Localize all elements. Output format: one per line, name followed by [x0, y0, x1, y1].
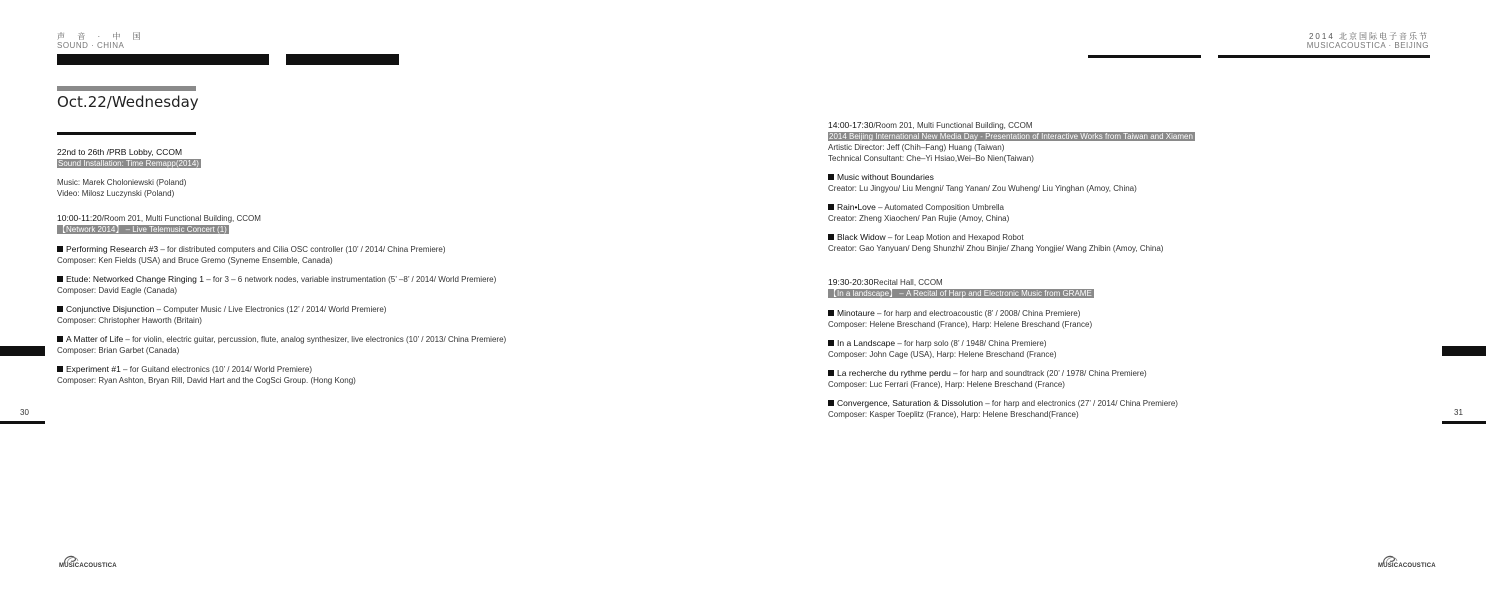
header-bar-left-2: [286, 54, 399, 65]
piece-name: Minotaure: [837, 308, 875, 318]
header-bar-right-1: [1088, 55, 1201, 58]
event1-director: Artistic Director: Jeff (Chih–Fang) Huang (Taiwan): [828, 143, 1005, 152]
event2-title-block: [828, 289, 1094, 298]
work-name: Rain•Love: [837, 202, 876, 212]
page-number-left: 30: [20, 408, 29, 417]
list-item: [57, 244, 506, 266]
bullet-square-icon: [828, 204, 834, 210]
bullet-square-icon: [57, 336, 63, 342]
concert-title-block: [57, 225, 229, 234]
concert-subtitle: – Live Telemusic Concert (1): [125, 225, 227, 234]
piece-desc: – for distributed computers and Cilia OSC controller (10’ / 2014/ China Premiere): [160, 245, 446, 254]
bullet-square-icon: [828, 370, 834, 376]
piece-name: Convergence, Saturation & Dissolution: [837, 398, 983, 408]
list-item: [828, 172, 1163, 194]
work-name: Music without Boundaries: [837, 172, 934, 182]
work-name: Black Widow: [837, 232, 886, 242]
concert-venue: /Room 201, Multi Functional Building, CCOM: [101, 214, 261, 223]
event2-subtitle: – A Recital of Harp and Electronic Music from GRAME: [899, 289, 1092, 298]
bullet-square-icon: [57, 306, 63, 312]
piece-desc: – Computer Music / Live Electronics (12’ / 2014/ World Premiere): [156, 305, 387, 314]
install-music: Music: Marek Choloniewski (Poland): [57, 178, 187, 187]
edge-tab-right: [1442, 346, 1486, 356]
list-item: [828, 202, 1163, 224]
logo-text: MUSICACOUSTICA: [59, 563, 117, 569]
logo-text: MUSICACOUSTICA: [1378, 563, 1436, 569]
work-creator: Creator: Gao Yanyuan/ Deng Shunzhi/ Zhou Binjie/ Zhang Yongjie/ Wang Zhibin (Amoy, China): [828, 244, 1164, 253]
install-video: Video: Milosz Luczynski (Poland): [57, 189, 175, 198]
piece-desc: – for harp and electronics (27’ / 2014/ China Premiere): [985, 399, 1178, 408]
header-right-cn: 2014 北京国际电子音乐节: [1308, 32, 1429, 41]
event1-venue: /Room 201, Multi Functional Building, CCOM: [873, 121, 1033, 130]
date-bar-top: [57, 86, 196, 91]
event2-time: 19:30-20:30: [828, 277, 874, 287]
bullet-square-icon: [57, 276, 63, 282]
header-bar-left-1: [57, 54, 269, 65]
works-list: [828, 172, 1163, 262]
piece-composer: Composer: Helene Breschand (France), Harp: Helene Breschand (France): [828, 320, 1093, 329]
piece-composer: Composer: Christopher Haworth (Britain): [57, 316, 202, 325]
bullet-square-icon: [57, 246, 63, 252]
bullet-square-icon: [828, 340, 834, 346]
bullet-square-icon: [828, 400, 834, 406]
bullet-square-icon: [57, 366, 63, 372]
list-item: [57, 364, 506, 386]
piece-name: A Matter of Life: [66, 334, 124, 344]
concert-header: [57, 213, 261, 235]
event1-title: 2014 Beijing International New Media Day - Presentation of Interactive Works from Taiwan and Xiamen: [829, 132, 1193, 141]
musicacoustica-logo-left: [57, 552, 117, 574]
piece-desc: – for 3 – 6 network nodes, variable instrumentation (5’ –8’ / 2014/ World Premiere): [206, 275, 497, 284]
piece-composer: Composer: David Eagle (Canada): [57, 286, 178, 295]
piece-name: Performing Research #3: [66, 244, 159, 254]
install-title: Sound Installation: Time Remapp(2014): [58, 159, 199, 168]
piece-name: Experiment #1: [66, 364, 121, 374]
piece-desc: – for harp solo (8’ / 1948/ China Premiere): [897, 339, 1047, 348]
piece-desc: – for Guitand electronics (10’ / 2014/ World Premiere): [123, 365, 313, 374]
header-left-cn: 声 音 · 中 国: [57, 32, 146, 41]
list-item: [57, 334, 506, 356]
piece-composer: Composer: Brian Garbet (Canada): [57, 346, 180, 355]
install-when: 22nd to 26th /PRB Lobby, CCOM: [57, 147, 183, 157]
header-bar-right-2: [1218, 55, 1430, 58]
piece-desc: – for violin, electric guitar, percussion, flute, analog synthesizer, live electronics (10’ / 2013/ China Premiere): [125, 335, 507, 344]
piece-desc: – for harp and soundtrack (20’ / 1978/ China Premiere): [953, 369, 1147, 378]
work-desc: – Automated Composition Umbrella: [878, 203, 1004, 212]
header-right-en: MUSICACOUSTICA · BEIJING: [1306, 41, 1429, 50]
bullet-square-icon: [828, 174, 834, 180]
event1-block: [828, 120, 1195, 164]
list-item: [828, 368, 1178, 390]
concert-title: 【Network 2014】: [58, 225, 124, 234]
event1-consultant: Technical Consultant: Che–Yi Hsiao,Wei–Bo Nien(Taiwan): [828, 154, 1034, 163]
bullet-square-icon: [828, 310, 834, 316]
event2-header: [828, 277, 1094, 299]
work-desc: – for Leap Motion and Hexapod Robot: [887, 233, 1024, 242]
date-bar-bottom: [57, 132, 196, 135]
left-piece-list: [57, 244, 506, 394]
piece-composer: Composer: Ryan Ashton, Bryan Rill, David Hart and the CogSci Group. (Hong Kong): [57, 376, 356, 385]
date-heading: Oct.22/Wednesday: [57, 93, 199, 111]
list-item: [57, 304, 506, 326]
piece-name: La recherche du rythme perdu: [837, 368, 951, 378]
list-item: [828, 232, 1163, 254]
piece-composer: Composer: Ken Fields (USA) and Bruce Gremo (Syneme Ensemble, Canada): [57, 256, 333, 265]
piece-composer: Composer: Kasper Toeplitz (France), Harp: Helene Breschand(France): [828, 410, 1079, 419]
piece-name: Etude: Networked Change Ringing 1: [66, 274, 204, 284]
edge-tab-left: [0, 346, 45, 356]
concert-time: 10:00-11:20: [57, 213, 102, 223]
work-creator: Creator: Zheng Xiaochen/ Pan Rujie (Amoy, China): [828, 214, 1010, 223]
musicacoustica-logo-right: [1376, 552, 1436, 574]
list-item: [57, 274, 506, 296]
event2-venue: Recital Hall, CCOM: [873, 278, 943, 287]
page-number-bar-right: [1442, 421, 1486, 424]
install-block: [57, 147, 201, 199]
event1-time: 14:00-17:30: [828, 120, 874, 130]
piece-name: In a Landscape: [837, 338, 896, 348]
work-creator: Creator: Lu Jingyou/ Liu Mengni/ Tang Yanan/ Zou Wuheng/ Liu Yinghan (Amoy, China): [828, 184, 1137, 193]
piece-desc: – for harp and electroacoustic (8’ / 2008/ China Premiere): [877, 309, 1081, 318]
event2-title: 【In a landscape】: [829, 289, 898, 298]
bullet-square-icon: [828, 234, 834, 240]
piece-composer: Composer: Luc Ferrari (France), Harp: Helene Breschand (France): [828, 380, 1065, 389]
piece-composer: Composer: John Cage (USA), Harp: Helene Breschand (France): [828, 350, 1057, 359]
piece-name: Conjunctive Disjunction: [66, 304, 155, 314]
right-piece-list: [828, 308, 1178, 428]
page-number-bar-left: [0, 421, 45, 424]
page-number-right: 31: [1454, 408, 1463, 417]
header-left-en: SOUND · CHINA: [57, 41, 125, 50]
list-item: [828, 308, 1178, 330]
list-item: [828, 338, 1178, 360]
list-item: [828, 398, 1178, 420]
